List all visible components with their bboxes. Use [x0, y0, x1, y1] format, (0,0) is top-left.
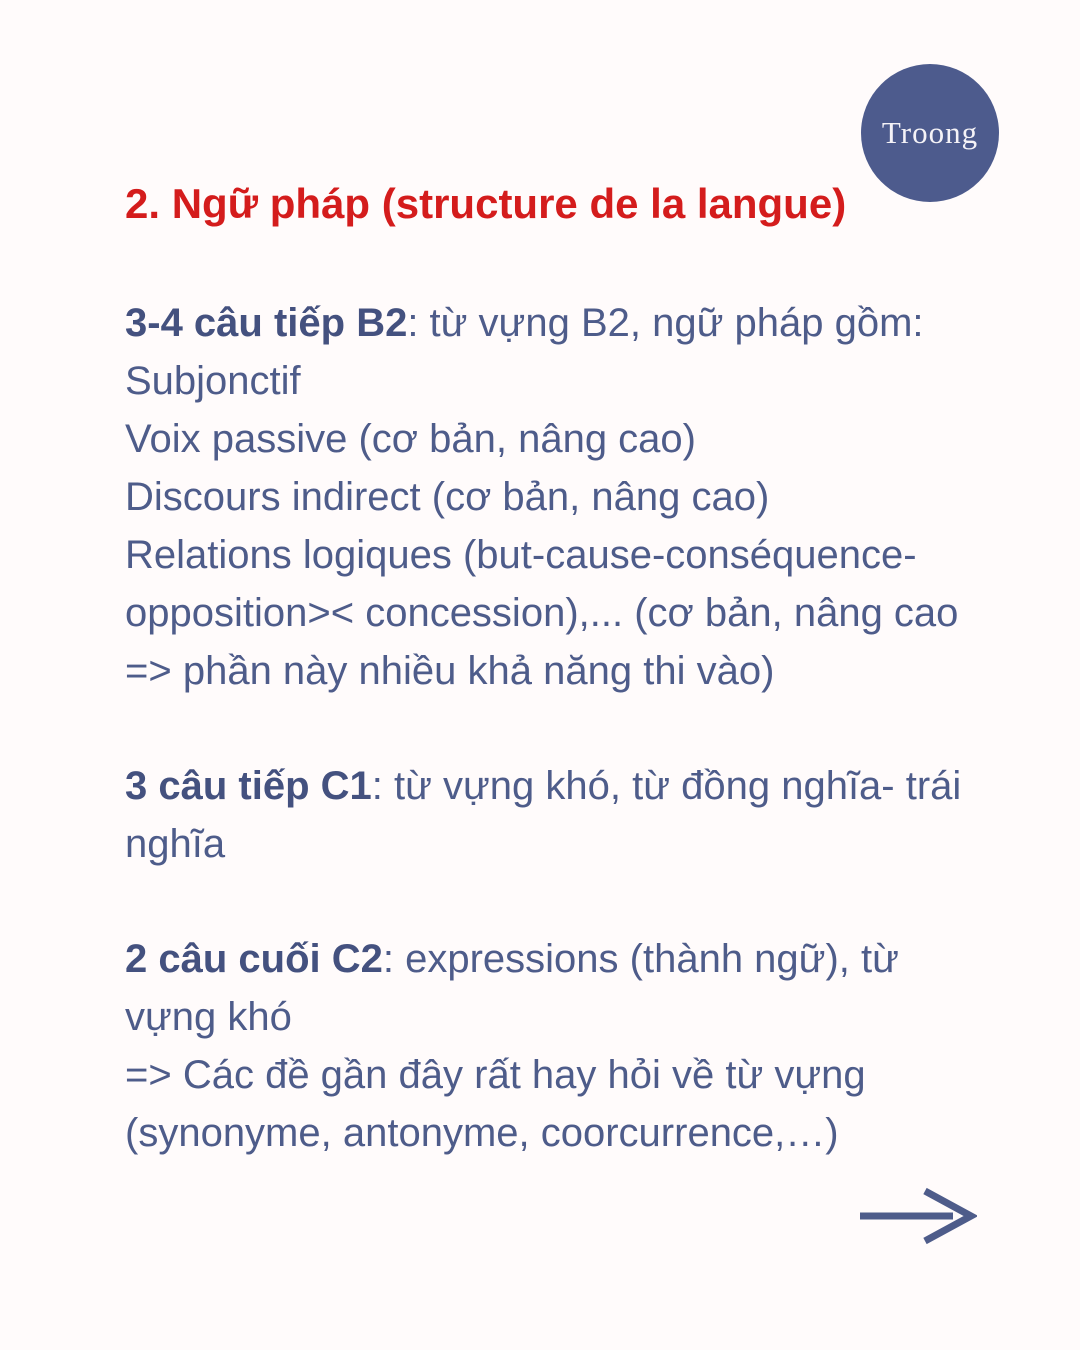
section-c2-body: : expressions (thành ngữ), từ vựng khó => Các đề gần đây rất hay hỏi về từ vựng (synonyme, antonyme, coorcurrence,…) — [125, 937, 899, 1155]
section-c1-body: : từ vựng khó, từ đồng nghĩa- trái nghĩa — [125, 764, 962, 866]
next-slide-arrow-icon[interactable] — [857, 1186, 977, 1246]
brand-badge — [861, 64, 999, 202]
section-b2-body: : từ vựng B2, ngữ pháp gồm: Subjonctif Voix passive (cơ bản, nâng cao) Discours indirect (cơ bản, nâng cao) Relations logiques (but-cause-conséquence- opposition>< concession),... (cơ bản, nâng cao => phần này nhiều khả năng thi vào) — [125, 301, 959, 693]
section-b2 — [125, 294, 1075, 700]
section-c2-lead: 2 câu cuối C2 — [125, 937, 383, 981]
brand-badge-label: Troong — [881, 115, 979, 150]
page-title: 2. Ngữ pháp (structure de la langue) — [125, 180, 847, 227]
section-c2 — [125, 930, 1075, 1162]
section-c1-lead: 3 câu tiếp C1 — [125, 764, 372, 808]
section-b2-lead: 3-4 câu tiếp B2 — [125, 301, 408, 345]
slide-content — [125, 294, 1075, 1162]
section-c1 — [125, 757, 1075, 873]
